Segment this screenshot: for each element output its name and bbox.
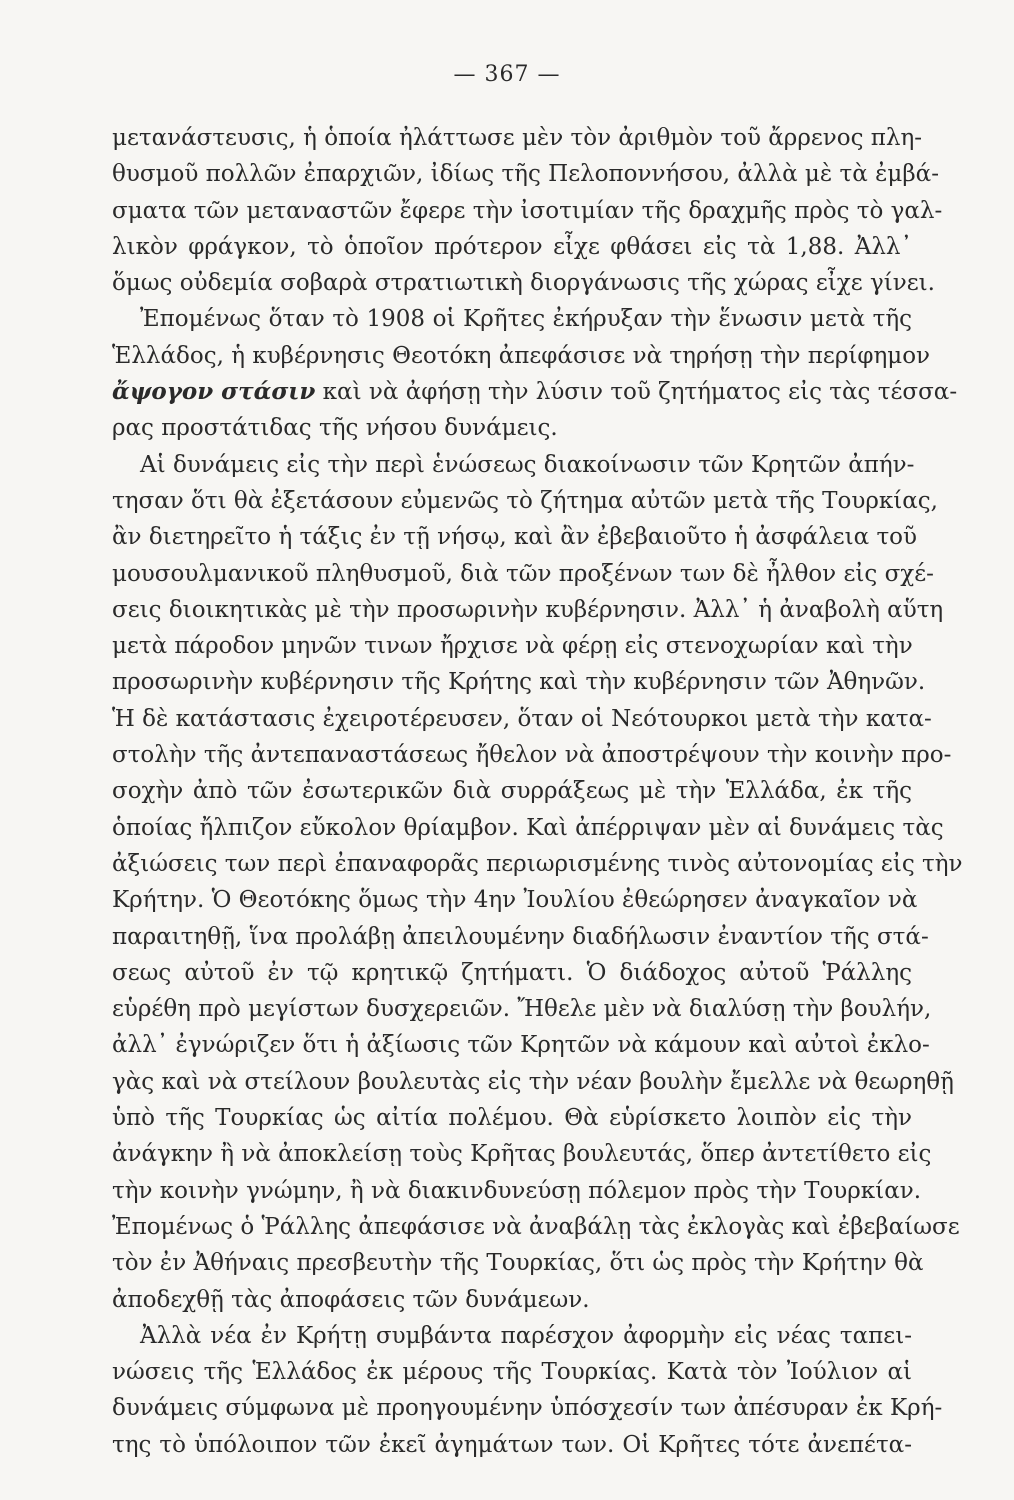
text-line: τὴν κοινὴν γνώμην, ἢ νὰ διακινδυνεύσῃ πόλεμον πρὸς τὴν Τουρκίαν. — [112, 1177, 922, 1204]
emphasized-phrase: ἄψογον στάσιν — [112, 378, 316, 406]
text-line-emphasis — [112, 374, 958, 410]
text-line: σματα τῶν μεταναστῶν ἔφερε τὴν ἰσοτιμίαν τῆς δραχμῆς πρὸς τὸ γαλ- — [112, 197, 943, 224]
text-line: ρας προστάτιδας τῆς νήσου δυνάμεις. — [112, 415, 558, 442]
text-line: μετὰ πάροδον μηνῶν τινων ἤρχισε νὰ φέρῃ εἰς στενοχωρίαν καὶ τὴν — [112, 633, 913, 660]
text-line: στολὴν τῆς ἀντεπαναστάσεως ἤθελον νὰ ἀποστρέψουν τὴν κοινὴν προ- — [112, 742, 952, 769]
page-number: — 367 — — [453, 62, 561, 87]
paragraph-start: Ἀλλὰ νέα ἐν Κρήτῃ συμβάντα παρέσχον ἀφορμὴν εἰς νέας ταπει- — [140, 1322, 912, 1349]
text-line: ἂν διετηρεῖτο ἡ τάξις ἐν τῇ νήσῳ, καὶ ἂν ἐβεβαιοῦτο ἡ ἀσφάλεια τοῦ — [112, 524, 917, 551]
text-fragment: καὶ νὰ ἀφήσῃ τὴν λύσιν τοῦ ζητήματος εἰς τὰς τέσσα- — [315, 379, 958, 406]
text-line: ἀλλ᾽ ἐγνώριζεν ὅτι ἡ ἀξίωσις τῶν Κρητῶν νὰ κάμουν καὶ αὐτοὶ ἐκλο- — [112, 1032, 930, 1059]
text-line: Κρήτην. Ὁ Θεοτόκης ὅμως τὴν 4ην Ἰουλίου ἐθεώρησεν ἀναγκαῖον νὰ — [112, 887, 918, 914]
text-line: Ἑλλάδος, ἡ κυβέρνησις Θεοτόκη ἀπεφάσισε νὰ τηρήσῃ τὴν περίφημον — [112, 342, 931, 369]
paragraph-start: Αἱ δυνάμεις εἰς τὴν περὶ ἑνώσεως διακοίνωσιν τῶν Κρητῶν ἀπήν- — [140, 451, 915, 478]
text-line: εὑρέθη πρὸ μεγίστων δυσχερειῶν. Ἤθελε μὲν νὰ διαλύσῃ τὴν βουλήν, — [112, 996, 932, 1023]
text-line: ἀξιώσεις των περὶ ἐπαναφορᾶς περιωρισμένης τινὸς αὐτονομίας εἰς τὴν — [112, 850, 963, 877]
text-line: ἀνάγκην ἢ νὰ ἀποκλείσῃ τοὺς Κρῆτας βουλευτάς, ὅπερ ἀντετίθετο εἰς — [112, 1141, 932, 1168]
body-text — [112, 120, 963, 1463]
text-line: νώσεις τῆς Ἑλλάδος ἐκ μέρους τῆς Τουρκίας. Κατὰ τὸν Ἰούλιον αἱ — [112, 1359, 912, 1386]
text-line: ὅμως οὐδεμία σοβαρὰ στρατιωτικὴ διοργάνωσις τῆς χώρας εἶχε γίνει. — [112, 270, 935, 297]
text-line: θυσμοῦ πολλῶν ἐπαρχιῶν, ἰδίως τῆς Πελοποννήσου, ἀλλὰ μὲ τὰ ἐμβά- — [112, 161, 939, 188]
text-line: ὑπὸ τῆς Τουρκίας ὡς αἰτία πολέμου. Θὰ εὑρίσκετο λοιπὸν εἰς τὴν — [112, 1105, 912, 1132]
text-line: σεως αὐτοῦ ἐν τῷ κρητικῷ ζητήματι. Ὁ διάδοχος αὐτοῦ Ῥάλλης — [112, 959, 912, 986]
text-line: τησαν ὅτι θὰ ἐξετάσουν εὐμενῶς τὸ ζήτημα αὐτῶν μετὰ τῆς Τουρκίας, — [112, 487, 938, 514]
text-line: μουσουλμανικοῦ πληθυσμοῦ, διὰ τῶν προξένων των δὲ ἦλθον εἰς σχέ- — [112, 560, 934, 587]
text-line: Ἡ δὲ κατάστασις ἐχειροτέρευσεν, ὅταν οἱ Νεότουρκοι μετὰ τὴν κατα- — [112, 705, 932, 732]
text-line: λικὸν φράγκον, τὸ ὁποῖον πρότερον εἶχε φθάσει εἰς τὰ 1,88. Ἀλλ᾽ — [112, 233, 912, 260]
text-line: γὰς καὶ νὰ στείλουν βουλευτὰς εἰς τὴν νέαν βουλὴν ἔμελλε νὰ θεωρηθῇ — [112, 1068, 954, 1095]
text-line: τὸν ἐν Ἀθήναις πρεσβευτὴν τῆς Τουρκίας, ὅτι ὡς πρὸς τὴν Κρήτην θὰ — [112, 1250, 924, 1277]
text-line: ὁποίας ἤλπιζον εὔκολον θρίαμβον. Καὶ ἀπέρριψαν μὲν αἱ δυνάμεις τὰς — [112, 814, 944, 841]
text-line: σεις διοικητικὰς μὲ τὴν προσωρινὴν κυβέρνησιν. Ἀλλ᾽ ἡ ἀναβολὴ αὕτη — [112, 596, 944, 623]
text-line: παραιτηθῇ, ἵνα προλάβῃ ἀπειλουμένην διαδήλωσιν ἐναντίον τῆς στά- — [112, 923, 929, 950]
text-line: προσωρινὴν κυβέρνησιν τῆς Κρήτης καὶ τὴν κυβέρνησιν τῶν Ἀθηνῶν. — [112, 669, 926, 696]
text-line: ἀποδεχθῇ τὰς ἀποφάσεις τῶν δυνάμεων. — [112, 1286, 590, 1313]
text-line: Ἐπομένως ὁ Ῥάλλης ἀπεφάσισε νὰ ἀναβάλῃ τὰς ἐκλογὰς καὶ ἐβεβαίωσε — [112, 1213, 960, 1240]
text-line: δυνάμεις σύμφωνα μὲ προηγουμένην ὑπόσχεσίν των ἀπέσυραν ἐκ Κρή- — [112, 1395, 943, 1422]
text-line: σοχὴν ἀπὸ τῶν ἐσωτερικῶν διὰ συρράξεως μὲ τὴν Ἑλλάδα, ἐκ τῆς — [112, 778, 912, 805]
paragraph-start: Ἐπομένως ὅταν τὸ 1908 οἱ Κρῆτες ἐκήρυξαν τὴν ἕνωσιν μετὰ τῆς — [140, 306, 912, 333]
text-line: της τὸ ὑπόλοιπον τῶν ἐκεῖ ἀγημάτων των. Οἱ Κρῆτες τότε ἀνεπέτα- — [112, 1431, 912, 1458]
text-line: μετανάστευσις, ἡ ὁποία ἠλάττωσε μὲν τὸν ἀριθμὸν τοῦ ἄρρενος πλη- — [112, 125, 923, 151]
